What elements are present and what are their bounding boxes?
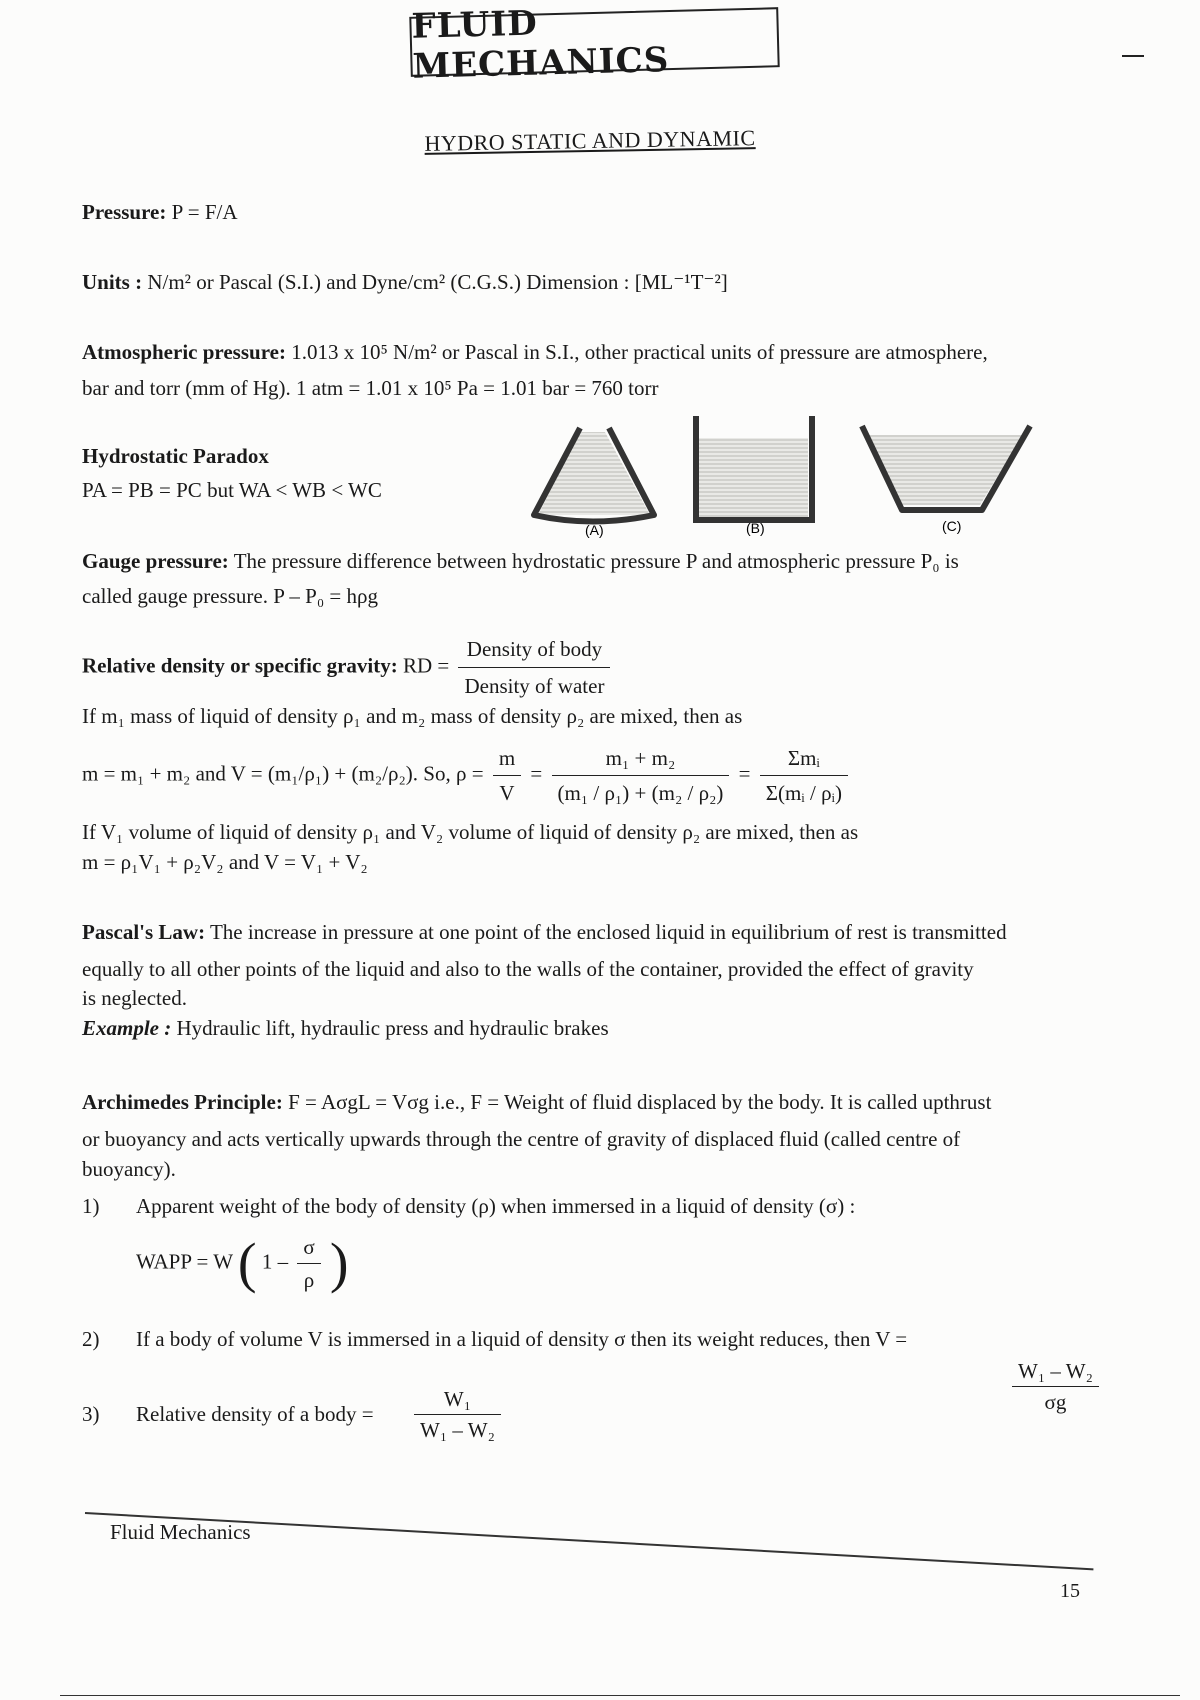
gauge-line-1	[82, 547, 959, 575]
mixing-line-2: m = m₁ + m₂ and V = (m₁/ρ₁) + (m₂/ρ₂). So, ρ = $\frac{m}{V}$ = $\frac{\text{m₁ + m₂}}{\text{(m₁ / ρ₁) + (m₂ / ρ₂)}}$ = $\frac{\text{Σmᵢ}}{\text{Σ(mᵢ / ρᵢ)}}$	[82, 742, 852, 809]
item-3-text: Relative density of a body =	[136, 1402, 374, 1426]
item-1-text: Apparent weight of the body of density (ρ) when immersed in a liquid of density (σ) :	[136, 1194, 856, 1218]
pascal-line-3: is neglected.	[82, 986, 187, 1010]
item-3-number: 3)	[82, 1402, 100, 1426]
mixing-prefix: m = m₁ + m₂ and V = (m₁/ρ₁) + (m₂/ρ₂). So, ρ =	[82, 761, 484, 786]
mixing-line-1: If m₁ mass of liquid of density ρ₁ and m₂ mass of density ρ₂ are mixed, then as	[82, 704, 743, 728]
pressure-label: Pressure:	[82, 200, 167, 224]
mixing-f3-den: Σ(mᵢ / ρᵢ)	[765, 781, 842, 805]
pascal-line-1	[82, 918, 1007, 946]
apparent-weight-den: ρ	[303, 1268, 315, 1292]
volume-num: W₁ – W₂	[1012, 1357, 1099, 1387]
relative-density-numerator: Density of body	[458, 632, 610, 668]
vessel-a-label: (A)	[585, 522, 604, 538]
units-label: Units :	[82, 270, 143, 294]
rd-body-den: W₁ – W₂	[420, 1418, 495, 1442]
atmospheric-label: Atmospheric pressure:	[82, 340, 286, 364]
relative-density-line	[82, 632, 614, 703]
mixing-f2-num: m₁ + m₂	[552, 742, 730, 776]
archimedes-line-1	[82, 1088, 991, 1116]
item-2-number: 2)	[82, 1327, 100, 1351]
mixing-fraction-3	[760, 742, 848, 809]
gauge-text-1: The pressure difference between hydrostatic pressure P and atmospheric pressure P₀ is	[233, 549, 959, 573]
mixing-fraction-2	[552, 742, 730, 809]
pascal-example-label: Example :	[82, 1016, 172, 1040]
apparent-weight-fraction	[297, 1232, 320, 1295]
pressure-line	[82, 198, 238, 226]
apparent-weight-formula: WAPP = W ( 1 – $\frac{\sigma}{\rho}$ )	[136, 1232, 349, 1295]
page-title: FLUID MECHANICS	[409, 7, 779, 77]
section-subtitle: HYDRO STATIC AND DYNAMIC	[424, 125, 756, 156]
mixing-f2-den: (m₁ / ρ₁) + (m₂ / ρ₂)	[557, 781, 724, 805]
units-text: N/m² or Pascal (S.I.) and Dyne/cm² (C.G.S.) Dimension : [ML⁻¹T⁻²]	[147, 270, 728, 294]
mixing-fraction-1	[493, 742, 521, 809]
atmospheric-line-2: bar and torr (mm of Hg). 1 atm = 1.01 x 10⁵ Pa = 1.01 bar = 760 torr	[82, 376, 659, 400]
mixing-line-4: m = ρ₁V₁ + ρ₂V₂ and V = V₁ + V₂	[82, 850, 368, 874]
mixing-f1-den: V	[499, 781, 515, 805]
mixing-line-3: If V₁ volume of liquid of density ρ₁ and V₂ volume of liquid of density ρ₂ are mixed, then as	[82, 820, 859, 844]
relative-density-fraction	[458, 632, 610, 703]
gauge-line-2: called gauge pressure. P – P₀ = hρg	[82, 584, 378, 608]
volume-frac	[1012, 1357, 1099, 1416]
vessel-a-icon	[534, 428, 654, 522]
apparent-weight-num: σ	[297, 1232, 320, 1264]
archimedes-text-1: F = AσgL = Vσg i.e., F = Weight of fluid displaced by the body. It is called upthrust	[288, 1090, 992, 1114]
item-1-number: 1)	[82, 1194, 100, 1218]
pressure-formula: P = F/A	[171, 200, 238, 224]
units-line	[82, 268, 728, 296]
volume-fraction	[1008, 1357, 1103, 1416]
mixing-f1-num: m	[493, 742, 521, 776]
relative-density-body-fraction	[410, 1385, 505, 1444]
atmospheric-text-1: 1.013 x 10⁵ N/m² or Pascal in S.I., other practical units of pressure are atmosphere,	[291, 340, 988, 364]
relative-density-denominator: Density of water	[464, 674, 605, 698]
volume-den: σg	[1044, 1390, 1067, 1414]
relative-density-lhs: RD =	[402, 653, 450, 678]
margin-mark	[1122, 55, 1144, 57]
hydrostatic-paradox-diagram	[530, 410, 1050, 540]
vessel-c-icon	[862, 426, 1030, 510]
mixing-f3-num: Σmᵢ	[760, 742, 848, 776]
pascal-line-2: equally to all other points of the liquid and also to the walls of the container, provided the effect of gravity	[82, 957, 974, 981]
archimedes-line-3: buoyancy).	[82, 1157, 176, 1181]
relative-density-label: Relative density or specific gravity:	[82, 653, 398, 678]
pascal-label: Pascal's Law:	[82, 920, 206, 944]
atmospheric-line-1	[82, 338, 988, 366]
rd-body-frac	[414, 1385, 501, 1444]
footer-text: Fluid Mechanics	[110, 1520, 251, 1544]
archimedes-label: Archimedes Principle:	[82, 1090, 283, 1114]
paradox-formula: PA = PB = PC but WA < WB < WC	[82, 478, 382, 502]
vessel-c-label: (C)	[942, 518, 962, 534]
page-number: 15	[1060, 1580, 1080, 1602]
item-2-text: If a body of volume V is immersed in a liquid of density σ then its weight reduces, then V =	[136, 1327, 908, 1351]
pascal-example-text: Hydraulic lift, hydraulic press and hydraulic brakes	[176, 1016, 609, 1040]
vessel-b-label: (B)	[746, 520, 765, 536]
archimedes-line-2: or buoyancy and acts vertically upwards through the centre of gravity of displaced fluid (called centre of	[82, 1127, 961, 1151]
pascal-example	[82, 1014, 609, 1042]
paradox-label: Hydrostatic Paradox	[82, 444, 269, 468]
rd-body-num: W₁	[414, 1385, 501, 1415]
apparent-weight-lhs: WAPP = W	[136, 1249, 233, 1274]
vessel-b-icon	[696, 416, 812, 520]
bottom-edge-line	[60, 1695, 1180, 1696]
pascal-text-1: The increase in pressure at one point of the enclosed liquid in equilibrium of rest is transmitted	[209, 920, 1007, 944]
apparent-weight-one: 1 –	[261, 1249, 289, 1274]
gauge-label: Gauge pressure:	[82, 549, 229, 573]
